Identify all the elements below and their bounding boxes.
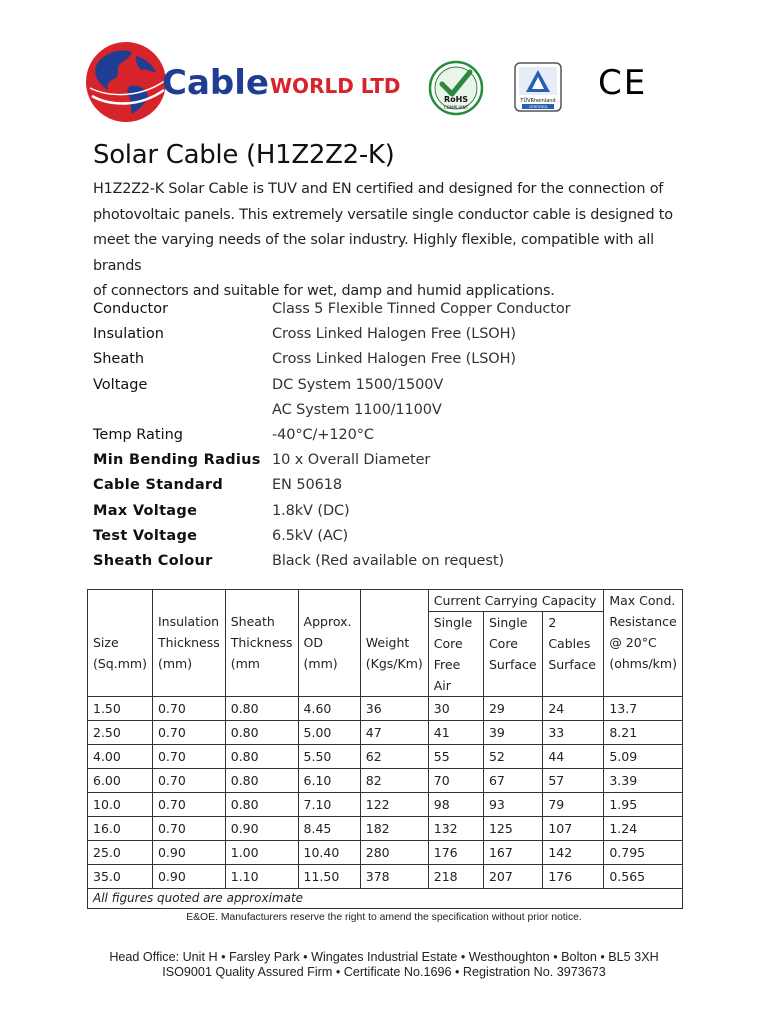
spec-row [93, 373, 693, 398]
header-weight [360, 590, 428, 697]
table-cell: 167 [483, 841, 542, 865]
header-current-capacity: Current Carrying Capacity [428, 590, 604, 612]
spec-row [93, 398, 693, 423]
table-cell: 2.50 [88, 721, 153, 745]
table-note-row [88, 889, 683, 909]
spec-key: Insulation [93, 326, 164, 343]
header-line: Size [93, 635, 119, 650]
table-cell: 16.0 [88, 817, 153, 841]
header-line: Core [433, 636, 463, 651]
table-cell: 0.565 [604, 865, 683, 889]
spec-value: DC System 1500/1500V [272, 376, 444, 393]
header-line: 2 Cables [548, 615, 591, 651]
globe-icon [86, 42, 166, 122]
intro-paragraph [93, 177, 693, 305]
table-cell: 5.50 [298, 745, 360, 769]
table-cell: 8.45 [298, 817, 360, 841]
header-line: Thickness [230, 635, 293, 650]
table-cell: 6.00 [88, 769, 153, 793]
table-cell: 7.10 [298, 793, 360, 817]
intro-line: H1Z2Z2-K Solar Cable is TUV and EN certified and designed for the connection of [93, 181, 664, 197]
table-cell: 93 [483, 793, 542, 817]
table-cell: 10.0 [88, 793, 153, 817]
intro-line: of connectors and suitable for wet, damp and humid applications. [93, 283, 555, 299]
table-cell: 3.39 [604, 769, 683, 793]
header-line: Approx. [303, 614, 352, 629]
table-cell: 30 [428, 697, 483, 721]
spec-row [93, 322, 693, 347]
header-line: @ 20°C [609, 635, 657, 650]
spec-key: Voltage [93, 376, 148, 393]
table-cell: 1.00 [225, 841, 298, 865]
table-cell: 142 [543, 841, 604, 865]
table-cell: 55 [428, 745, 483, 769]
spec-value: EN 50618 [272, 477, 342, 494]
table-cell: 6.10 [298, 769, 360, 793]
table-row [88, 841, 683, 865]
table-cell: 24 [543, 697, 604, 721]
header-line: (mm) [303, 656, 338, 671]
header-line: Max Cond. [609, 593, 676, 608]
table-row [88, 865, 683, 889]
spec-value: AC System 1100/1100V [272, 401, 442, 418]
header-line: (ohms/km) [609, 656, 677, 671]
spec-key: Conductor [93, 301, 169, 317]
header-line: Surface [488, 657, 537, 672]
table-cell: 57 [543, 769, 604, 793]
table-cell: 176 [543, 865, 604, 889]
table-cell: 25.0 [88, 841, 153, 865]
spec-key: Min Bending Radius [93, 452, 261, 469]
table-cell: 0.80 [225, 721, 298, 745]
table-cell: 0.70 [152, 817, 225, 841]
spec-key: Max Voltage [93, 502, 198, 519]
spec-value: -40°C/+120°C [272, 426, 374, 443]
table-body [88, 697, 683, 909]
table-cell: 125 [483, 817, 542, 841]
table-row [88, 817, 683, 841]
cable-data-table [87, 589, 683, 909]
spec-value: 10 x Overall Diameter [272, 452, 431, 469]
header-line: Single [433, 615, 473, 630]
table-cell: 0.795 [604, 841, 683, 865]
table-cell: 280 [360, 841, 428, 865]
table-cell: 176 [428, 841, 483, 865]
table-cell: 70 [428, 769, 483, 793]
table-cell: 11.50 [298, 865, 360, 889]
table-row [88, 721, 683, 745]
spec-row [93, 499, 693, 524]
table-cell: 182 [360, 817, 428, 841]
table-cell: 13.7 [604, 697, 683, 721]
header-line: Free Air [433, 657, 461, 693]
header-line: Thickness [157, 635, 220, 650]
table-cell: 0.80 [225, 697, 298, 721]
table-cell: 207 [483, 865, 542, 889]
table-cell: 0.90 [152, 865, 225, 889]
table-cell: 41 [428, 721, 483, 745]
table-cell: 0.80 [225, 745, 298, 769]
table-cell: 29 [483, 697, 542, 721]
table-cell: 39 [483, 721, 542, 745]
footer-address: Head Office: Unit H • Farsley Park • Wingates Industrial Estate • Westhoughton • Bolton • BL5 3XH [109, 950, 659, 964]
table-cell: 0.70 [152, 697, 225, 721]
table-cell: 1.10 [225, 865, 298, 889]
header-line: Resistance [609, 614, 677, 629]
header-line: Insulation [157, 614, 220, 629]
header-size [88, 590, 153, 697]
table-cell: 4.60 [298, 697, 360, 721]
spec-row [93, 549, 693, 574]
spec-row [93, 297, 693, 322]
ce-mark: CE [598, 63, 648, 103]
table-cell: 0.70 [152, 745, 225, 769]
header-sheath [225, 590, 298, 697]
tuv-badge [514, 62, 562, 112]
table-row [88, 769, 683, 793]
header-insulation [152, 590, 225, 697]
table-cell: 0.80 [225, 769, 298, 793]
page-title: Solar Cable (H1Z2Z2-K) [93, 140, 395, 170]
rohs-label: RoHS [443, 95, 469, 104]
spec-row [93, 473, 693, 498]
footer [0, 950, 768, 980]
header-resistance [604, 590, 683, 697]
header-line: Single [488, 615, 528, 630]
header-two-cables [543, 612, 604, 697]
table-cell: 5.09 [604, 745, 683, 769]
table-cell: 0.90 [225, 817, 298, 841]
table-cell: 218 [428, 865, 483, 889]
table-cell: 67 [483, 769, 542, 793]
table-row [88, 793, 683, 817]
header-line: Sheath [230, 614, 275, 629]
table-cell: 35.0 [88, 865, 153, 889]
header-line: (mm) [157, 656, 193, 671]
spec-row [93, 423, 693, 448]
header-line: Weight [365, 635, 410, 650]
table-cell: 47 [360, 721, 428, 745]
intro-line: photovoltaic panels. This extremely versatile single conductor cable is designed to [93, 206, 673, 223]
table-cell: 107 [543, 817, 604, 841]
table-cell: 1.95 [604, 793, 683, 817]
table-cell: 10.40 [298, 841, 360, 865]
rohs-badge [428, 60, 484, 116]
table-cell: 8.21 [604, 721, 683, 745]
header-single-free-air [428, 612, 483, 697]
spec-value: Cross Linked Halogen Free (LSOH) [272, 326, 516, 343]
table-cell: 0.70 [152, 721, 225, 745]
table-cell: 132 [428, 817, 483, 841]
header-line: Core [488, 636, 518, 651]
spec-row [93, 448, 693, 473]
header [86, 38, 686, 128]
disclaimer: E&OE. Manufacturers reserve the right to amend the specification without prior notice. [186, 912, 582, 923]
table-cell: 98 [428, 793, 483, 817]
table-cell: 36 [360, 697, 428, 721]
table-cell: 82 [360, 769, 428, 793]
spec-value: Class 5 Flexible Tinned Copper Conductor [272, 301, 571, 317]
tuv-label: TÜVRheinland [520, 98, 556, 104]
spec-list [93, 297, 693, 574]
spec-key: Temp Rating [93, 426, 184, 443]
table-cell: 0.80 [225, 793, 298, 817]
table-cell: 378 [360, 865, 428, 889]
table-cell: 79 [543, 793, 604, 817]
spec-row [93, 524, 693, 549]
footer-registration: ISO9001 Quality Assured Firm • Certificate No.1696 • Registration No. 3973673 [162, 965, 606, 979]
header-single-surface [483, 612, 542, 697]
table-cell: 0.90 [152, 841, 225, 865]
table-cell: 52 [483, 745, 542, 769]
spec-key: Test Voltage [93, 527, 198, 544]
rohs-compliant-label: COMPLIANT [443, 105, 469, 110]
table-cell: 1.24 [604, 817, 683, 841]
spec-key: Sheath Colour [93, 552, 213, 569]
header-line: (mm [230, 656, 260, 671]
table-cell: 0.70 [152, 793, 225, 817]
intro-line: meet the varying needs of the solar industry. Highly flexible, compatible with all brands [93, 232, 654, 274]
header-line: OD [303, 635, 323, 650]
spec-value: Black (Red available on request) [272, 552, 504, 569]
table-cell: 33 [543, 721, 604, 745]
header-line: (Sq.mm) [93, 656, 147, 671]
table-cell: 4.00 [88, 745, 153, 769]
tuv-certified-label: CERTIFIED [528, 105, 548, 110]
spec-row [93, 347, 693, 372]
table-row [88, 745, 683, 769]
table-cell: 0.70 [152, 769, 225, 793]
table-cell: 44 [543, 745, 604, 769]
table-cell: 62 [360, 745, 428, 769]
table-cell: 5.00 [298, 721, 360, 745]
table-note: All figures quoted are approximate [88, 889, 683, 909]
table-cell: 1.50 [88, 697, 153, 721]
spec-key: Cable Standard [93, 477, 224, 494]
spec-value: 6.5kV (AC) [272, 527, 349, 544]
header-line: (Kgs/Km) [365, 656, 423, 671]
cableworld-logo [86, 38, 416, 128]
spec-key: Sheath [93, 351, 145, 368]
header-od [298, 590, 360, 697]
table-cell: 122 [360, 793, 428, 817]
header-line: Surface [548, 657, 596, 672]
table-row [88, 697, 683, 721]
spec-value: 1.8kV (DC) [272, 502, 350, 519]
logo-text-world: WORLD LTD [270, 74, 401, 98]
spec-value: Cross Linked Halogen Free (LSOH) [272, 351, 516, 368]
logo-text-cable: Cable [162, 63, 269, 103]
